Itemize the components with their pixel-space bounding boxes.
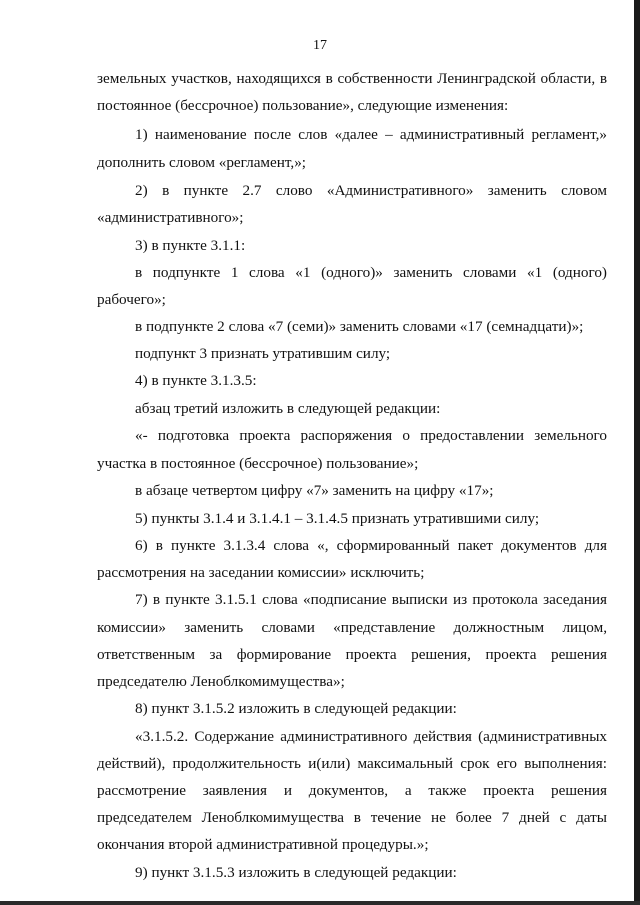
text-line: 7) в пункте 3.1.5.1 слова «подписание выписки из протокола заседания: [135, 591, 607, 608]
text-line: комиссии» заменить словами «представление должностным лицом,: [97, 619, 607, 636]
text-line: «- подготовка проекта распоряжения о предоставлении земельного: [135, 427, 607, 444]
scan-edge-bottom: [0, 901, 640, 905]
text-line: земельных участков, находящихся в собственности Ленинградской области, в: [97, 70, 607, 87]
text-line: окончания второй административной процедуры.»;: [97, 836, 429, 853]
text-line: 6) в пункте 3.1.3.4 слова «, сформированный пакет документов для: [135, 537, 607, 554]
text-line: председателем Леноблкомимущества в течение не более 7 дней с даты: [97, 809, 607, 826]
text-line: 1) наименование после слов «далее – административный регламент,»: [135, 126, 607, 143]
text-line: 3) в пункте 3.1.1:: [135, 237, 246, 254]
text-line: «3.1.5.2. Содержание административного действия (административных: [135, 728, 607, 745]
text-line: абзац третий изложить в следующей редакции:: [135, 400, 441, 417]
text-line: председателю Леноблкомимущества»;: [97, 673, 345, 690]
text-line: «административного»;: [97, 209, 244, 226]
page-number: 17: [313, 38, 327, 53]
text-line: ответственным за формирование проекта решения, проекта решения: [97, 646, 607, 663]
text-line: в подпункте 1 слова «1 (одного)» заменить словами «1 (одного): [135, 264, 607, 281]
text-line: в подпункте 2 слова «7 (семи)» заменить словами «17 (семнадцати)»;: [135, 318, 584, 335]
text-line: рассмотрение заявления и документов, а также проекта решения: [97, 782, 607, 799]
text-line: в абзаце четвертом цифру «7» заменить на цифру «17»;: [135, 482, 494, 499]
text-line: 5) пункты 3.1.4 и 3.1.4.1 – 3.1.4.5 признать утратившими силу;: [135, 510, 540, 527]
text-line: подпункт 3 признать утратившим силу;: [135, 345, 391, 362]
text-line: участка в постоянное (бессрочное) пользование»;: [97, 455, 419, 472]
text-line: действий), продолжительность и(или) максимальный срок его выполнения:: [97, 755, 607, 772]
text-line: дополнить словом «регламент,»;: [97, 154, 307, 171]
text-line: рассмотрения на заседании комиссии» исключить;: [97, 564, 425, 581]
text-line: постоянное (бессрочное) пользование», следующие изменения:: [97, 97, 509, 114]
scan-edge-right: [634, 0, 640, 905]
text-line: 9) пункт 3.1.5.3 изложить в следующей редакции:: [135, 864, 457, 881]
text-line: 4) в пункте 3.1.3.5:: [135, 372, 257, 389]
text-line: 8) пункт 3.1.5.2 изложить в следующей редакции:: [135, 700, 457, 717]
text-line: 2) в пункте 2.7 слово «Административного» заменить словом: [135, 182, 607, 199]
text-line: рабочего»;: [97, 291, 166, 308]
